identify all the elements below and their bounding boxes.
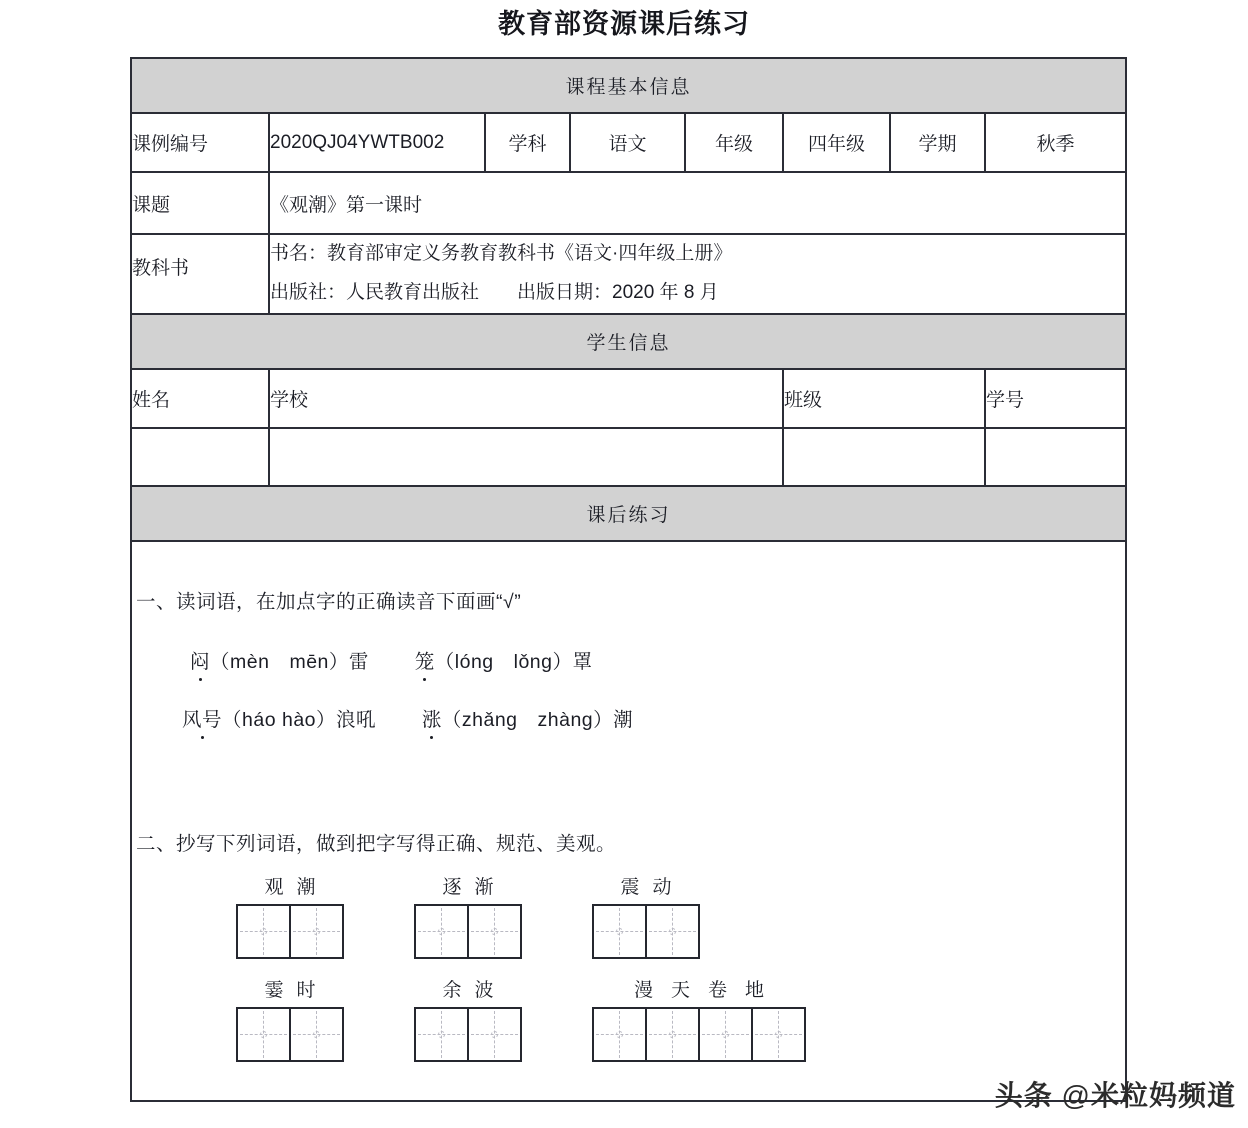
student-id-field[interactable]: [985, 428, 1126, 486]
tianzige-cell[interactable]: [289, 904, 344, 959]
q1-item-3-char: 风号: [182, 704, 222, 732]
exercises-body-row: [131, 541, 1126, 1101]
question-1-line-2: [182, 704, 1125, 732]
topic-label: 课题: [131, 172, 269, 234]
tianzige-zhujian[interactable]: [414, 904, 522, 959]
watermark: [995, 1074, 1236, 1114]
term-value: 秋季: [985, 113, 1126, 172]
textbook-row: [131, 234, 1126, 314]
word-label-zhendong: 震动: [620, 876, 685, 898]
q1-item-2-options: （lóng lǒng）: [434, 650, 573, 673]
question-2-prompt: 二、抄写下列词语，做到把字写得正确、规范、美观。: [136, 832, 617, 855]
q1-item-1-options: （mèn mēn）: [210, 650, 349, 673]
question-1-prompt: 一、读词语，在加点字的正确读音下面画“√”: [136, 590, 522, 613]
page-title: 教育部资源课后练习: [498, 9, 750, 39]
grade-value: 四年级: [783, 113, 890, 172]
word-label-shashi: 霎时: [264, 979, 329, 1001]
tianzige-cell[interactable]: [467, 1007, 522, 1062]
tianzige-center-dot-icon: [669, 1031, 676, 1038]
q1-item-4-options: （zhǎng zhàng）: [441, 708, 614, 731]
q1-item-4-char: 涨: [422, 704, 442, 732]
textbook-name-line: 书名：教育部审定义务教育教科书《语文·四年级上册》: [270, 243, 733, 264]
tianzige-shashi[interactable]: [236, 1007, 344, 1062]
topic-value: 《观潮》第一课时: [269, 172, 1126, 234]
q1-item-1-suffix: 雷: [348, 650, 369, 673]
q1-item-2-suffix: 罩: [572, 650, 593, 673]
q1-item-3-options: （háo hào）: [222, 708, 337, 731]
subject-value: 语文: [570, 113, 685, 172]
copy-practice-row-1: [132, 872, 1125, 959]
exercises-body: [131, 541, 1126, 1101]
student-info-section-row: [131, 314, 1126, 369]
word-block-mantianjuandi: [592, 975, 806, 1062]
student-class-field[interactable]: [783, 428, 985, 486]
watermark-account: 米粒妈频道: [1090, 1080, 1236, 1111]
tianzige-center-dot-icon: [616, 1031, 623, 1038]
question-1-line-1: [190, 646, 1125, 674]
tianzige-guanchao[interactable]: [236, 904, 344, 959]
student-name-label: 姓名: [131, 369, 269, 428]
word-block-guanchao: [236, 872, 344, 959]
course-code-value: 2020QJ04YWTB002: [269, 113, 485, 172]
tianzige-cell[interactable]: [467, 904, 522, 959]
word-block-yubo: [414, 975, 522, 1062]
textbook-publisher-line: 出版社：人民教育出版社 出版日期：2020 年 8 月: [270, 281, 719, 303]
student-school-label: 学校: [269, 369, 783, 428]
word-block-zhendong: [592, 872, 700, 959]
tianzige-cell[interactable]: [698, 1007, 753, 1062]
tianzige-mantianjuandi[interactable]: [592, 1007, 806, 1062]
tianzige-zhendong[interactable]: [592, 904, 700, 959]
q1-item-2-char: 笼: [415, 646, 435, 674]
word-label-zhujian: 逐渐: [442, 876, 507, 898]
tianzige-center-dot-icon: [775, 1031, 782, 1038]
topic-row: [131, 172, 1126, 234]
q1-item-1-char: 闷: [190, 646, 210, 674]
tianzige-center-dot-icon: [313, 1031, 320, 1038]
worksheet-table: [130, 57, 1127, 1102]
word-label-guanchao: 观潮: [264, 876, 329, 898]
course-code-label: 课例编号: [131, 113, 269, 172]
course-info-section-title: 课程基本信息: [131, 58, 1126, 113]
tianzige-cell[interactable]: [414, 1007, 469, 1062]
watermark-at-icon: @: [1061, 1080, 1091, 1111]
tianzige-center-dot-icon: [669, 928, 676, 935]
course-info-row: [131, 113, 1126, 172]
student-info-header-row: [131, 369, 1126, 428]
tianzige-cell[interactable]: [592, 1007, 647, 1062]
tianzige-cell[interactable]: [236, 1007, 291, 1062]
tianzige-cell[interactable]: [645, 904, 700, 959]
course-info-section-row: [131, 58, 1126, 113]
tianzige-center-dot-icon: [616, 928, 623, 935]
tianzige-center-dot-icon: [491, 928, 498, 935]
tianzige-center-dot-icon: [313, 928, 320, 935]
term-label: 学期: [890, 113, 985, 172]
student-info-section-title: 学生信息: [131, 314, 1126, 369]
tianzige-center-dot-icon: [438, 928, 445, 935]
watermark-brand: 头条: [994, 1080, 1053, 1111]
word-label-yubo: 余波: [442, 979, 507, 1001]
tianzige-center-dot-icon: [722, 1031, 729, 1038]
tianzige-center-dot-icon: [438, 1031, 445, 1038]
textbook-value: [269, 234, 1126, 314]
subject-label: 学科: [485, 113, 570, 172]
student-school-field[interactable]: [269, 428, 783, 486]
exercises-section-row: [131, 486, 1126, 541]
tianzige-cell[interactable]: [289, 1007, 344, 1062]
word-block-zhujian: [414, 872, 522, 959]
tianzige-cell[interactable]: [645, 1007, 700, 1062]
q1-item-3-suffix: 浪吼: [336, 708, 377, 731]
student-info-input-row[interactable]: [131, 428, 1126, 486]
tianzige-center-dot-icon: [260, 928, 267, 935]
tianzige-yubo[interactable]: [414, 1007, 522, 1062]
tianzige-cell[interactable]: [414, 904, 469, 959]
copy-practice-row-2: [132, 975, 1125, 1062]
tianzige-cell[interactable]: [236, 904, 291, 959]
student-id-label: 学号: [985, 369, 1126, 428]
textbook-label: 教科书: [131, 234, 269, 314]
tianzige-center-dot-icon: [491, 1031, 498, 1038]
q1-item-4-suffix: 潮: [613, 708, 634, 731]
worksheet-table-wrapper: [130, 57, 1125, 1102]
word-block-shashi: [236, 975, 344, 1062]
grade-label: 年级: [685, 113, 783, 172]
tianzige-cell[interactable]: [751, 1007, 806, 1062]
student-class-label: 班级: [783, 369, 985, 428]
exercises-section-title: 课后练习: [131, 486, 1126, 541]
student-name-field[interactable]: [131, 428, 269, 486]
word-label-mantianjuandi: 漫天卷地: [633, 979, 782, 1001]
tianzige-cell[interactable]: [592, 904, 647, 959]
tianzige-center-dot-icon: [260, 1031, 267, 1038]
